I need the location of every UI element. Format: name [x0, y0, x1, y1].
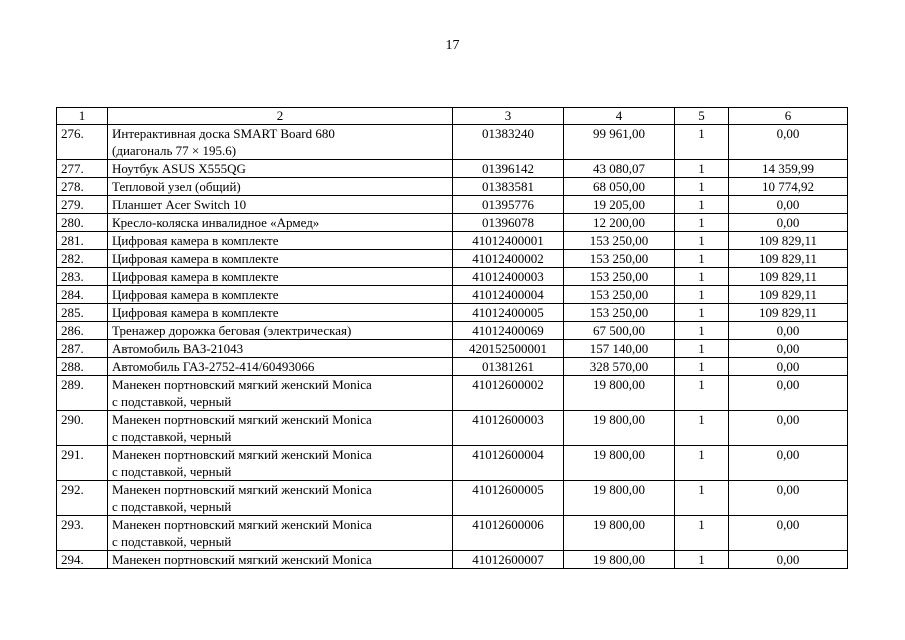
item-name-line: (диагональ 77 × 195.6) [112, 143, 237, 158]
inventory-code: 01395776 [453, 196, 564, 214]
column-header: 2 [108, 108, 453, 125]
item-name [108, 304, 453, 322]
item-name-line: Цифровая камера в комплекте [112, 305, 279, 320]
cost-value: 19 800,00 [564, 551, 675, 569]
item-name [108, 232, 453, 250]
row-number: 283. [57, 268, 108, 286]
inventory-code: 01381261 [453, 358, 564, 376]
residual-value: 109 829,11 [729, 286, 848, 304]
table-row [57, 268, 848, 286]
item-name [108, 446, 453, 481]
quantity: 1 [675, 551, 729, 569]
column-header: 6 [729, 108, 848, 125]
inventory-code: 41012600002 [453, 376, 564, 411]
inventory-code: 41012400002 [453, 250, 564, 268]
table-row [57, 322, 848, 340]
row-number: 277. [57, 160, 108, 178]
inventory-code: 41012400004 [453, 286, 564, 304]
item-name-line: Ноутбук ASUS X555QG [112, 161, 246, 176]
table-row [57, 214, 848, 232]
cost-value: 19 800,00 [564, 411, 675, 446]
item-name-line: Цифровая камера в комплекте [112, 251, 279, 266]
table-row [57, 376, 848, 411]
inventory-code: 41012600006 [453, 516, 564, 551]
item-name-line: Кресло-коляска инвалидное «Армед» [112, 215, 320, 230]
quantity: 1 [675, 411, 729, 446]
quantity: 1 [675, 516, 729, 551]
inventory-code: 41012600004 [453, 446, 564, 481]
row-number: 279. [57, 196, 108, 214]
item-name-line: с подставкой, черный [112, 499, 232, 514]
row-number: 294. [57, 551, 108, 569]
quantity: 1 [675, 178, 729, 196]
cost-value: 157 140,00 [564, 340, 675, 358]
item-name-line: Цифровая камера в комплекте [112, 269, 279, 284]
item-name-line: Манекен портновский мягкий женский Monica [112, 412, 372, 427]
row-number: 287. [57, 340, 108, 358]
cost-value: 19 800,00 [564, 516, 675, 551]
quantity: 1 [675, 358, 729, 376]
table-row [57, 304, 848, 322]
cost-value: 19 205,00 [564, 196, 675, 214]
residual-value: 0,00 [729, 358, 848, 376]
table-row [57, 358, 848, 376]
table-row [57, 340, 848, 358]
quantity: 1 [675, 125, 729, 160]
cost-value: 153 250,00 [564, 286, 675, 304]
item-name-line: с подставкой, черный [112, 394, 232, 409]
quantity: 1 [675, 304, 729, 322]
residual-value: 0,00 [729, 481, 848, 516]
item-name-line: с подставкой, черный [112, 464, 232, 479]
row-number: 286. [57, 322, 108, 340]
item-name-line: Манекен портновский мягкий женский Monica [112, 552, 372, 567]
item-name [108, 268, 453, 286]
cost-value: 19 800,00 [564, 376, 675, 411]
inventory-code: 41012400001 [453, 232, 564, 250]
quantity: 1 [675, 250, 729, 268]
residual-value: 109 829,11 [729, 250, 848, 268]
inventory-code: 01396142 [453, 160, 564, 178]
table-row [57, 125, 848, 160]
row-number: 290. [57, 411, 108, 446]
quantity: 1 [675, 322, 729, 340]
item-name [108, 250, 453, 268]
table-row [57, 481, 848, 516]
inventory-code: 41012400069 [453, 322, 564, 340]
quantity: 1 [675, 196, 729, 214]
page-number: 17 [445, 38, 460, 53]
row-number: 276. [57, 125, 108, 160]
item-name-line: с подставкой, черный [112, 429, 232, 444]
item-name [108, 125, 453, 160]
inventory-code: 01383581 [453, 178, 564, 196]
residual-value: 0,00 [729, 340, 848, 358]
item-name [108, 196, 453, 214]
column-header: 3 [453, 108, 564, 125]
table-row [57, 160, 848, 178]
residual-value: 0,00 [729, 125, 848, 160]
table-row [57, 232, 848, 250]
quantity: 1 [675, 481, 729, 516]
item-name-line: Интерактивная доска SMART Board 680 [112, 126, 335, 141]
column-header: 4 [564, 108, 675, 125]
table-row [57, 250, 848, 268]
residual-value: 0,00 [729, 322, 848, 340]
table-row [57, 516, 848, 551]
cost-value: 153 250,00 [564, 232, 675, 250]
item-name [108, 340, 453, 358]
inventory-code: 41012600007 [453, 551, 564, 569]
item-name [108, 322, 453, 340]
cost-value: 12 200,00 [564, 214, 675, 232]
quantity: 1 [675, 160, 729, 178]
table-row [57, 286, 848, 304]
table-row [57, 411, 848, 446]
cost-value: 153 250,00 [564, 250, 675, 268]
row-number: 278. [57, 178, 108, 196]
inventory-code: 01383240 [453, 125, 564, 160]
item-name-line: Автомобиль ГАЗ-2752-414/60493066 [112, 359, 315, 374]
row-number: 292. [57, 481, 108, 516]
item-name-line: Автомобиль ВАЗ-21043 [112, 341, 244, 356]
inventory-code: 41012400003 [453, 268, 564, 286]
item-name-line: Планшет Acer Switch 10 [112, 197, 247, 212]
residual-value: 14 359,99 [729, 160, 848, 178]
inventory-table [56, 107, 848, 569]
item-name-line: Манекен портновский мягкий женский Monica [112, 377, 372, 392]
item-name [108, 358, 453, 376]
row-number: 291. [57, 446, 108, 481]
row-number: 289. [57, 376, 108, 411]
inventory-code: 41012400005 [453, 304, 564, 322]
inventory-code: 01396078 [453, 214, 564, 232]
residual-value: 0,00 [729, 516, 848, 551]
cost-value: 99 961,00 [564, 125, 675, 160]
residual-value: 109 829,11 [729, 268, 848, 286]
table-row [57, 196, 848, 214]
quantity: 1 [675, 340, 729, 358]
residual-value: 0,00 [729, 551, 848, 569]
quantity: 1 [675, 214, 729, 232]
row-number: 282. [57, 250, 108, 268]
residual-value: 0,00 [729, 446, 848, 481]
inventory-code: 420152500001 [453, 340, 564, 358]
quantity: 1 [675, 286, 729, 304]
table-row [57, 446, 848, 481]
cost-value: 328 570,00 [564, 358, 675, 376]
residual-value: 109 829,11 [729, 232, 848, 250]
column-header: 1 [57, 108, 108, 125]
residual-value: 0,00 [729, 411, 848, 446]
item-name-line: Манекен портновский мягкий женский Monica [112, 482, 372, 497]
residual-value: 0,00 [729, 376, 848, 411]
header-row [57, 108, 848, 125]
cost-value: 43 080,07 [564, 160, 675, 178]
item-name [108, 214, 453, 232]
inventory-code: 41012600003 [453, 411, 564, 446]
row-number: 288. [57, 358, 108, 376]
row-number: 280. [57, 214, 108, 232]
item-name-line: Цифровая камера в комплекте [112, 233, 279, 248]
quantity: 1 [675, 268, 729, 286]
item-name [108, 160, 453, 178]
table-row [57, 178, 848, 196]
residual-value: 0,00 [729, 196, 848, 214]
item-name [108, 481, 453, 516]
item-name [108, 178, 453, 196]
cost-value: 19 800,00 [564, 446, 675, 481]
quantity: 1 [675, 232, 729, 250]
item-name-line: Тренажер дорожка беговая (электрическая) [112, 323, 352, 338]
item-name [108, 516, 453, 551]
item-name-line: Манекен портновский мягкий женский Monica [112, 517, 372, 532]
quantity: 1 [675, 446, 729, 481]
item-name-line: Тепловой узел (общий) [112, 179, 241, 194]
table-row [57, 551, 848, 569]
cost-value: 68 050,00 [564, 178, 675, 196]
item-name-line: Манекен портновский мягкий женский Monica [112, 447, 372, 462]
item-name [108, 411, 453, 446]
residual-value: 10 774,92 [729, 178, 848, 196]
residual-value: 0,00 [729, 214, 848, 232]
cost-value: 153 250,00 [564, 304, 675, 322]
column-header: 5 [675, 108, 729, 125]
quantity: 1 [675, 376, 729, 411]
item-name-line: Цифровая камера в комплекте [112, 287, 279, 302]
row-number: 281. [57, 232, 108, 250]
row-number: 285. [57, 304, 108, 322]
row-number: 284. [57, 286, 108, 304]
row-number: 293. [57, 516, 108, 551]
item-name [108, 376, 453, 411]
item-name [108, 286, 453, 304]
item-name-line: с подставкой, черный [112, 534, 232, 549]
item-name [108, 551, 453, 569]
cost-value: 67 500,00 [564, 322, 675, 340]
inventory-code: 41012600005 [453, 481, 564, 516]
cost-value: 19 800,00 [564, 481, 675, 516]
cost-value: 153 250,00 [564, 268, 675, 286]
residual-value: 109 829,11 [729, 304, 848, 322]
